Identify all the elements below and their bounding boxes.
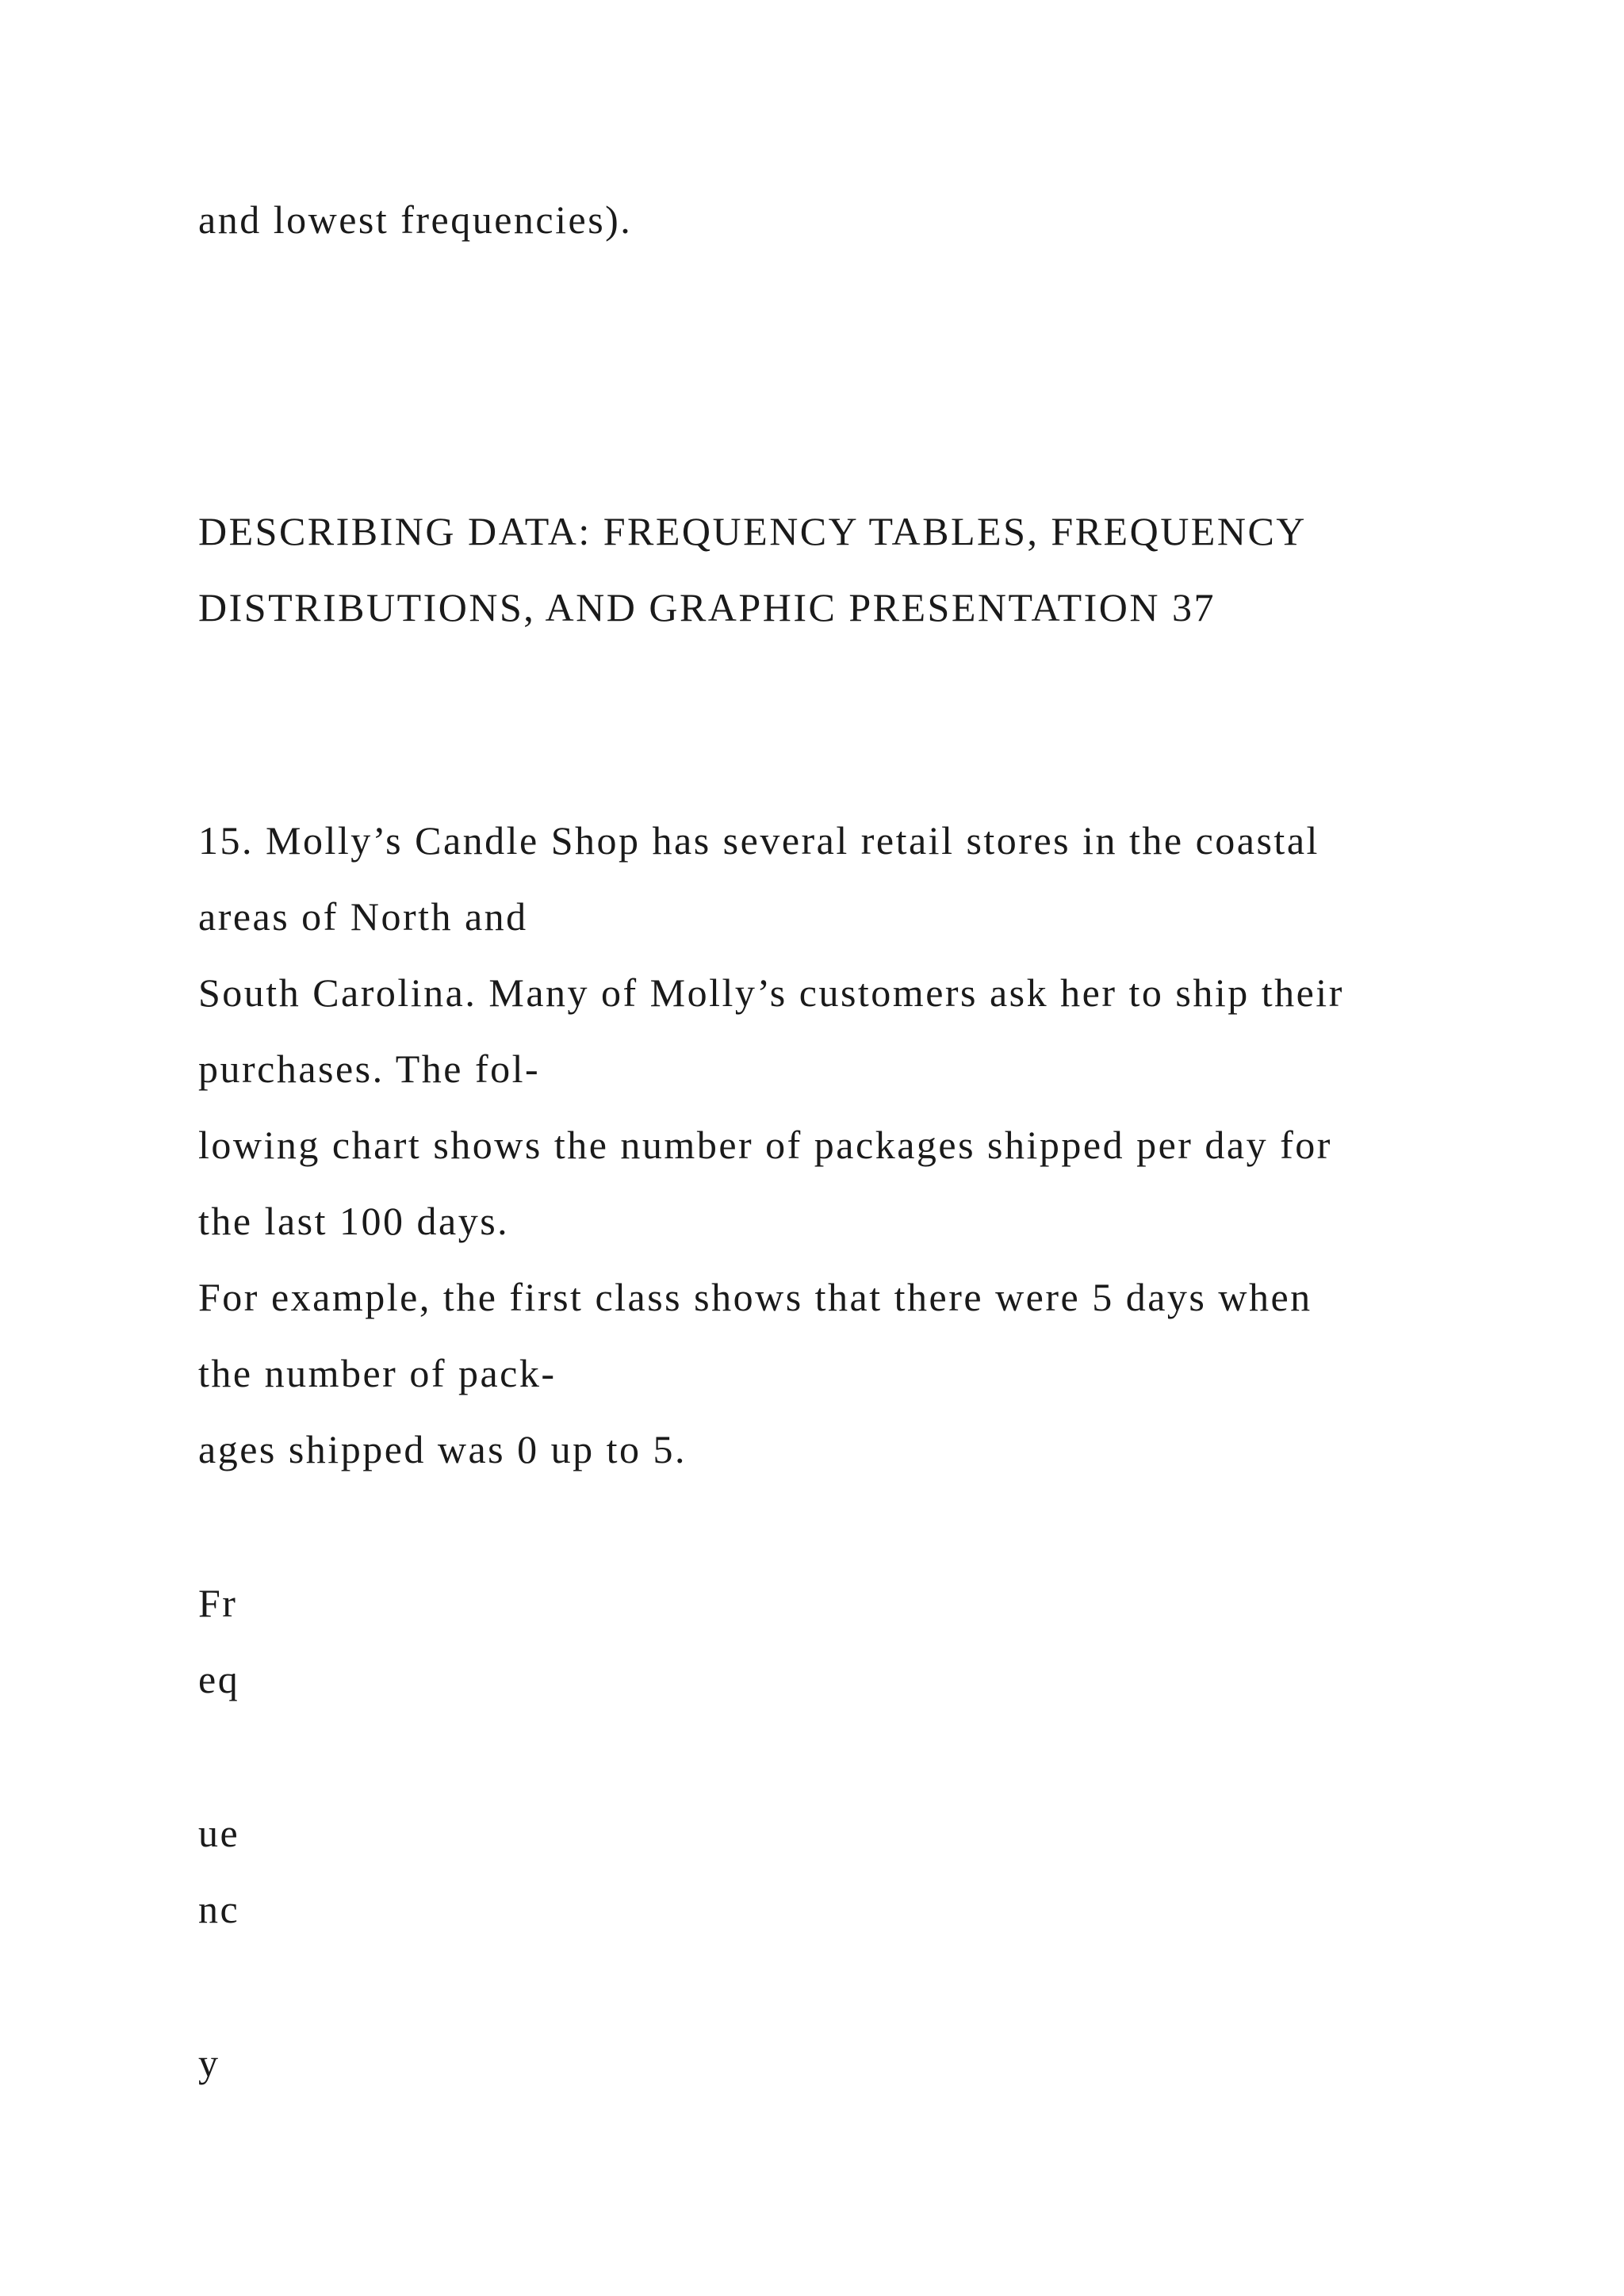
section-heading-line-2: DISTRIBUTIONS, AND GRAPHIC PRESENTATION 37: [198, 585, 1216, 629]
problem-15-line-5: lowing chart shows the number of packages shipped per day for: [198, 1123, 1332, 1167]
axis-label-fragment-3: ue: [198, 1811, 240, 1855]
axis-label-fragment-2: eq: [198, 1657, 240, 1701]
axis-label-fragment-1: Fr: [198, 1581, 238, 1625]
text-line-intro-fragment: and lowest frequencies).: [198, 197, 633, 242]
problem-15-line-9: ages shipped was 0 up to 5.: [198, 1427, 688, 1471]
problem-15-line-7: For example, the first class shows that there were 5 days when: [198, 1275, 1312, 1319]
axis-label-fragment-5: y: [198, 2041, 220, 2085]
problem-15-line-4: purchases. The fol-: [198, 1047, 541, 1091]
problem-15-line-3: South Carolina. Many of Molly’s customers ask her to ship their: [198, 970, 1344, 1015]
problem-15-line-2: areas of North and: [198, 894, 528, 939]
problem-15-line-1: 15. Molly’s Candle Shop has several retail stores in the coastal: [198, 818, 1320, 863]
axis-label-fragment-4: nc: [198, 1887, 240, 1931]
problem-15-line-6: the last 100 days.: [198, 1199, 510, 1243]
section-heading-line-1: DESCRIBING DATA: FREQUENCY TABLES, FREQUENCY: [198, 509, 1307, 553]
problem-15-line-8: the number of pack-: [198, 1351, 557, 1395]
